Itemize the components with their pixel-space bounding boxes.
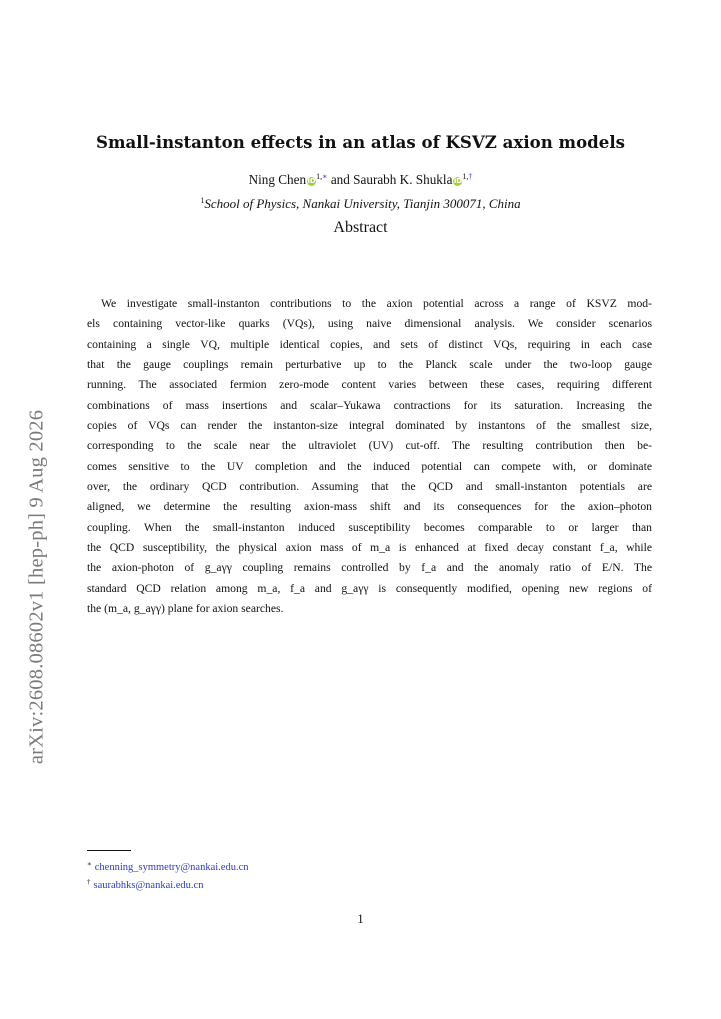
- affiliation-text: School of Physics, Nankai University, Tianjin 300071, China: [204, 196, 521, 211]
- orcid-icon[interactable]: iD: [307, 177, 316, 185]
- footnote: [87, 873, 248, 891]
- author-connector: and: [330, 172, 350, 187]
- abstract-line: containing a single VQ, multiple identical copies, and sets of distinct VQs, requiring in each case: [87, 337, 652, 351]
- author-name: Saurabh K. Shukla: [353, 172, 453, 187]
- abstract-line: standard QCD relation among m_a, f_a and g_aγγ is consequently modified, opening new regions of: [87, 581, 652, 595]
- author-list: Ning CheniD$^{1,∗}$ and Saurabh K. ShuklaiD$^{1,\dagger}$: [248, 172, 473, 187]
- abstract-line: comes sensitive to the UV completion and the induced potential can compete with, or dominate: [87, 459, 652, 473]
- email-link[interactable]: saurabhks@nankai.edu.cn: [93, 880, 204, 891]
- abstract-heading: Abstract: [333, 219, 388, 236]
- abstract-body: [87, 294, 652, 620]
- arxiv-identifier: [23, 375, 51, 800]
- footnote-mark: ∗: [87, 860, 92, 868]
- paper-title: Small-instanton effects in an atlas of KSVZ axion models: [96, 132, 625, 152]
- author-affiliation-mark: 1: [462, 172, 467, 181]
- footnote: [87, 855, 248, 873]
- abstract-line: running. The associated fermion zero-mode content varies between these cases, requiring different: [87, 378, 652, 392]
- email-link[interactable]: chenning_symmetry@nankai.edu.cn: [94, 862, 249, 873]
- footnote-mark: †: [87, 878, 91, 886]
- abstract-line: corresponding to the scale near the ultraviolet (UV) cut-off. The resulting contribution then be-: [87, 439, 652, 453]
- footnotes: [87, 855, 248, 891]
- affiliation: [0, 196, 721, 212]
- abstract-line: We investigate small-instanton contributions to the axion potential across a range of KSVZ mod-: [101, 297, 652, 310]
- abstract-line: the axion-photon of g_aγγ coupling remains controlled by f_a and the anomaly ratio of E/N. The: [87, 561, 652, 575]
- abstract-line: copies of VQs can render the instanton-size integral dominated by instantons of the smallest size,: [87, 419, 652, 433]
- orcid-icon[interactable]: iD: [453, 177, 463, 185]
- author-affiliation-mark: 1: [316, 172, 321, 181]
- footnote-rule: [87, 850, 131, 851]
- abstract-line: combinations of mass insertions and scalar–Yukawa contractions for its saturation. Increasing the: [87, 398, 652, 412]
- abstract-line: the (m_a, g_aγγ) plane for axion searches.: [87, 602, 284, 616]
- arxiv-identifier-text: arXiv:2608.08602v1 [hep-ph] 9 Aug 2026: [25, 409, 48, 765]
- footnote-mark[interactable]: †: [468, 172, 473, 181]
- abstract-line: coupling. When the small-instanton induced susceptibility becomes comparable to or larger than: [87, 520, 652, 534]
- abstract-line: the QCD susceptibility, the physical axion mass of m_a is enhanced at fixed decay constant f_a, while: [87, 541, 652, 555]
- abstract-line: that the gauge couplings remain perturbative up to the Planck scale under the two-loop gauge: [87, 358, 652, 372]
- page-number: 1: [357, 912, 364, 926]
- affiliation-number: 1: [200, 196, 205, 205]
- abstract-line: over, the ordinary QCD contribution. Assuming that the QCD and small-instanton potentials are: [87, 480, 652, 494]
- author-name: Ning Chen: [248, 172, 307, 187]
- footnote-mark[interactable]: ∗: [322, 172, 328, 181]
- abstract-line: aligned, we determine the resulting axion-mass shift and its consequences for the axion–photon: [87, 500, 652, 514]
- abstract-line: els containing vector-like quarks (VQs), using naive dimensional analysis. We consider scenarios: [87, 317, 652, 331]
